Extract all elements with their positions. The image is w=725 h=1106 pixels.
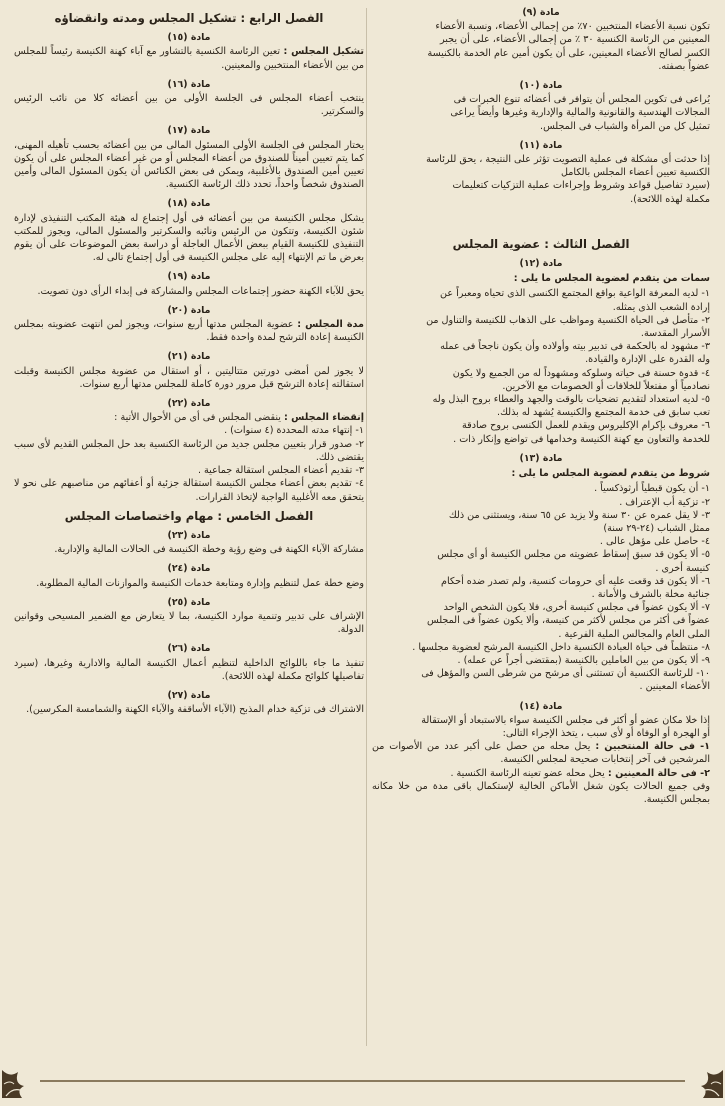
article-line: ٣- مشهود له بالحكمة فى تدبير بيته وأولاده وأن يكون ناجحاً فى عمله — [440, 341, 710, 353]
article-line: تمثيل كل من المرأة والشباب فى المجلس. — [540, 120, 710, 132]
article-body: وضع خطة عمل لتنظيم وإدارة ومتابعة خدمات الكنيسة والموازنات المالية المطلوبة. — [36, 577, 364, 589]
article-tail: وفى جميع الحالات يكون شغل الأماكن الخالية لإستكمال باقى مدة من خلا مكانه بمجلس الكنيسة. — [372, 780, 710, 805]
article-23 — [14, 529, 364, 556]
article-line: يُراعى فى تكوين المجلس أن يتوافر فى أعضائه تنوع الخبرات فى — [453, 94, 710, 106]
article-line: وله القدرة على الإدارة والقيادة. — [585, 354, 710, 366]
article-line: كنيسة أخرى . — [655, 562, 710, 574]
article-title: مادة (١٧) — [167, 125, 211, 137]
article-line: (سيرد تفاصيل قواعد وشروط وإجراءات عملية التزكيات كتعليمات — [452, 180, 710, 192]
article-line: عضواً فى أكثر من مجلس لأكثر من كنيسة، وألا يكون عضواً فى المجلس — [427, 615, 710, 627]
article-16 — [14, 78, 364, 119]
item-text: يحل محله عضو تعينه الرئاسة الكنسية . — [450, 767, 605, 779]
article-body: الإشراف على تدبير وتنمية موارد الكنيسة، بما لا يتعارض مع الضمير المسيحى وقوانين الدولة. — [14, 610, 364, 636]
article-title: مادة (١١) — [519, 139, 563, 151]
article-line: إذا حدثت أى مشكلة فى عملية التصويت تؤثر على النتيجة ، يحق للرئاسة — [426, 154, 710, 166]
article-line: جنائية مخلة بالشرف والأمانة . — [591, 588, 710, 600]
article-title: مادة (١٩) — [167, 271, 211, 283]
article-title: مادة (٢٢) — [167, 398, 211, 410]
article-22 — [14, 397, 364, 504]
article-title: مادة (١٠) — [519, 80, 563, 92]
article-11 — [372, 139, 710, 206]
article-13 — [372, 452, 710, 694]
article-title: مادة (١٤) — [519, 700, 563, 712]
corner-ornament-left-icon — [0, 1050, 50, 1100]
article-line: الأسرار المقدسة. — [640, 328, 710, 340]
article-lead: مدة المجلس : — [297, 319, 364, 331]
article-line: ٤- حاصل على مؤهل عالى . — [599, 536, 710, 548]
article-25 — [14, 596, 364, 637]
article-19 — [14, 270, 364, 297]
chapter-5-title: الفصل الخامس : مهام واختصاصات المجلس — [64, 508, 314, 523]
article-body: ينقضى المجلس فى أى من الأحوال الأتية : — [114, 412, 281, 424]
chapter-3-title: الفصل الثالث : عضوية المجلس — [452, 236, 630, 251]
article-27 — [14, 689, 364, 716]
article-body: تعين الرئاسة الكنسية بالتشاور مع آباء كهنة الكنيسة رئيساً للمجلس من بين الأعضاء المنتخبين والمعينين. — [14, 46, 364, 71]
article-item — [372, 740, 710, 766]
article-text — [14, 318, 364, 344]
article-body: عضوية المجلس مدتها أربع سنوات، ويجوز لمن انتهت عضويته بمجلس الكنيسة إعادة الترشح لمدة واحدة فقط. — [14, 319, 364, 344]
article-line: المجالات الهندسية والقانونية والمالية والإدارية وغيرها وأيضاً يراعى — [450, 107, 710, 119]
article-line: مكملة لهذه اللائحة). — [630, 193, 710, 205]
right-column — [372, 6, 710, 1066]
article-line: ٦- معروف بإكرام الإكليروس ويقدم للعمل الكنسى بروح صادقة — [462, 420, 710, 432]
article-title: مادة (١٢) — [519, 258, 563, 270]
article-title: مادة (٩) — [522, 7, 560, 18]
article-line: تكون نسبة الأعضاء المنتخبين ٧٠٪ من إجمالى الأعضاء، ونسبة الأعضاء — [435, 21, 710, 33]
left-column — [14, 6, 364, 1066]
article-line: ١٠- للرئاسة الكنسية أن تستثنى أى مرشح من شرطى السن والمؤهل فى — [421, 668, 710, 680]
article-line: ٢- متأصل فى الحياة الكنسية ومواظب على الذهاب للكنيسة والتناول من — [426, 314, 710, 326]
article-item: ٣- تقديم أعضاء المجلس استقالة جماعية . — [197, 465, 364, 477]
article-body: يشكل مجلس الكنيسة من بين أعضائه فى أول إجتماع له هيئة المكتب التنفيذى لإدارة شئون الكنيسة، وتتكون من الرئيس ونائبه والسكرتير والمسئول المالى، ويجوز للمكتب التنفيذى للكنيسة القيام ببعض الأعمال العاجلة أو دراسة بعض الموضوعات على أن يقوم بعرض ما تم الإنتهاء إليه على مجلس الكنيسة فى أول إجتماع تالى له. — [14, 212, 364, 264]
article-24 — [14, 562, 364, 589]
article-item: ٢- صدور قرار بتعيين مجلس جديد من الرئاسة الكنسية بعد حل المجلس القديم لأى سبب يقتضى ذلك. — [14, 438, 364, 463]
article-line: ٥- لديه استعداد لتقديم تضحيات بالوقت والجهد والعطاء بروح البذل وله — [432, 394, 710, 406]
article-line: ١- لديه المعرفة الواعية بواقع المجتمع الكنسى الذى تحياه ومعبراً عن — [440, 288, 710, 300]
article-lead: سمات من يتقدم لعضوية المجلس ما يلى : — [513, 273, 710, 285]
article-body: ينتخب أعضاء المجلس فى الجلسة الأولى من بين أعضائه كلا من نائب الرئيس والسكرتير. — [14, 93, 364, 118]
article-body: تنفيذ ما جاء باللوائح الداخلية لتنظيم أعمال الكنيسة المالية والادارية وغيرها، (سيرد تفاصيلها كلوائح مكملة لهذه اللائحة). — [14, 657, 364, 682]
article-title: مادة (١٣) — [519, 452, 563, 464]
spacer — [372, 212, 710, 232]
article-text — [14, 411, 364, 424]
item-lead: ١- فى حالة المنتخبين : — [595, 741, 710, 753]
article-line: الأعضاء المعينين . — [639, 681, 710, 693]
article-title: مادة (١٨) — [167, 198, 211, 210]
article-text — [14, 45, 364, 71]
article-item: ١- إنتهاء مدته المحددة (٤ سنوات) . — [224, 425, 364, 437]
article-line: ٣- لا يقل عمره عن ٣٠ سنة ولا يزيد عن ٦٥ سنة، ويستثنى من ذلك — [448, 509, 710, 521]
article-line: الكسر لصالح الأعضاء المعينين، على أن يكون أمين عام الخدمة بالكنيسة — [427, 47, 710, 59]
article-body: يختار المجلس فى الجلسة الأولى المسئول المالى من بين أعضائه بحسب تأهيله المهنى، كما يتم تعيين أميناً للصندوق من أعضاء المجلس أو من غير أعضاء المجلس على أن يكون تعيين أمين الصندوق بالأغلبية، ويمكن فى بعض الكنائس أن يكون المسئول المالى وأمين الصندوق شخصاً واحداً، تحدد ذلك الرئاسة الكنسية. — [14, 139, 364, 191]
article-line: للخدمة والتعاون مع كهنة الكنيسة وخدامها فى تواضع وإنكار ذات . — [453, 433, 710, 445]
article-title: مادة (١٦) — [167, 78, 211, 90]
article-line: الملى العام والمجالس الملية الفرعية . — [558, 628, 710, 640]
article-title: مادة (٢٥) — [167, 596, 211, 608]
article-line: ٤- قدوة حسنة فى حياته وسلوكه ومشهوداً له من الجميع ولا يكون — [452, 367, 710, 379]
article-body: مشاركة الآباء الكهنة فى وضع رؤية وخطة الكنيسة فى الحالات المالية والإدارية. — [54, 544, 364, 556]
article-12 — [372, 257, 710, 446]
article-lead: إنقضاء المجلس : — [284, 412, 364, 424]
article-lead: شروط من يتقدم لعضوية المجلس ما يلى : — [511, 468, 710, 480]
column-divider — [366, 8, 367, 1046]
article-line: تعب سابق فى خدمة المجتمع والكنيسة يُشهد له بذلك. — [497, 407, 710, 419]
article-line: إرادة الشعب الذى يمثله. — [612, 301, 710, 313]
article-line: ١- أن يكون قبطياً أرثوذكسياً . — [594, 483, 710, 495]
article-line: المعينين من الرئاسة الكنسية ٣٠ ٪ من إجمالى الأعضاء، على أن يجبر — [439, 34, 710, 46]
corner-ornament-right-icon — [675, 1050, 725, 1100]
article-line: ٦- ألا يكون قد وقعت عليه أى حرومات كنسية، ولم تصدر ضده أحكام — [441, 575, 710, 587]
article-line: ٨- منتظماً فى حياة العبادة الكنسية داخل الكنيسة المرشح لعضوية مجلسها . — [412, 641, 710, 653]
article-line: نصادمياً أو مفتعلاً للخلافات أو الخصومات مع الآخرين. — [502, 380, 710, 392]
footer-rule — [40, 1080, 685, 1082]
item-lead: ٢- فى حالة المعينين : — [607, 767, 710, 779]
article-lead: تشكيل المجلس : — [283, 46, 364, 58]
article-line: ٢- تزكية أب الإعتراف . — [619, 496, 710, 508]
chapter-4-title: الفصل الرابع : تشكيل المجلس ومدته وانقضاؤه — [54, 11, 324, 25]
article-title: مادة (١٥) — [167, 32, 211, 44]
article-body: الاشتراك فى تزكية خدام المذبح (الآباء الأساقفة والآباء الكهنة والشمامسة المكرسين). — [26, 704, 364, 716]
article-line: ٧- ألا يكون عضواً فى مجلس كنيسة أخرى، فلا يكون الشخص الواحد — [443, 602, 710, 614]
article-body: يحق للآباء الكهنة حضور إجتماعات المجلس والمشاركة فى إبداء الرأى دون تصويت. — [37, 285, 364, 297]
article-10 — [372, 79, 710, 133]
article-15 — [14, 31, 364, 72]
article-title: مادة (٢٦) — [167, 643, 211, 655]
article-18 — [14, 197, 364, 264]
article-item — [372, 767, 710, 780]
article-item: ٤- تقديم بعض أعضاء مجلس الكنيسة استقالة جزئية أو أعفائهم من مناصبهم على نحو لا يتحقق معه الأغلبية الواجبة لإتخاذ القرارات. — [14, 478, 364, 503]
article-title: مادة (٢٤) — [167, 563, 211, 575]
article-9 — [372, 6, 710, 73]
article-title: مادة (٢٧) — [167, 689, 211, 701]
article-20 — [14, 304, 364, 345]
article-line: أو الهجرة أو الوفاة أو لأى سبب ، يتخذ الإجراء التالى: — [502, 727, 710, 739]
article-line: ممثل الشباب (٢٤-٢٩ سنة) — [603, 522, 710, 534]
article-21 — [14, 350, 364, 391]
article-title: مادة (٢١) — [167, 351, 211, 363]
article-26 — [14, 642, 364, 683]
article-title: مادة (٢٠) — [167, 304, 211, 316]
item-text: يحل محله من حصل على أكبر عدد من الأصوات من المرشحين فى آخر إنتخابات صحيحة لمجلس الكنيسة. — [372, 741, 710, 766]
article-title: مادة (٢٣) — [167, 529, 211, 541]
article-17 — [14, 124, 364, 191]
article-line: ٥- ألا يكون قد سبق إسقاط عضويته من مجلس الكنيسة أو أى مجلس — [437, 549, 710, 561]
article-line: عضواً بصفته. — [658, 60, 710, 72]
article-body: لا يجوز لمن أمضى دورتين متتاليتين ، أو استقال من عضوية مجلس الكنيسة وقبلت استقالته إعادة الترشح قبل مرور دورة كاملة للمجلس مدتها أربع سنوات. — [14, 365, 364, 390]
article-line: إذا خلا مكان عضو أو أكثر فى مجلس الكنيسة سواء بالاستبعاد أو الإستقالة — [421, 714, 710, 726]
article-line: ٩- ألا يكون من بين العاملين بالكنيسة (بمقتضى أجراً عن عمله) . — [457, 654, 710, 666]
article-line: الكنسية تعيين أعضاء المجلس بالكامل — [561, 167, 710, 179]
article-14 — [372, 700, 710, 807]
